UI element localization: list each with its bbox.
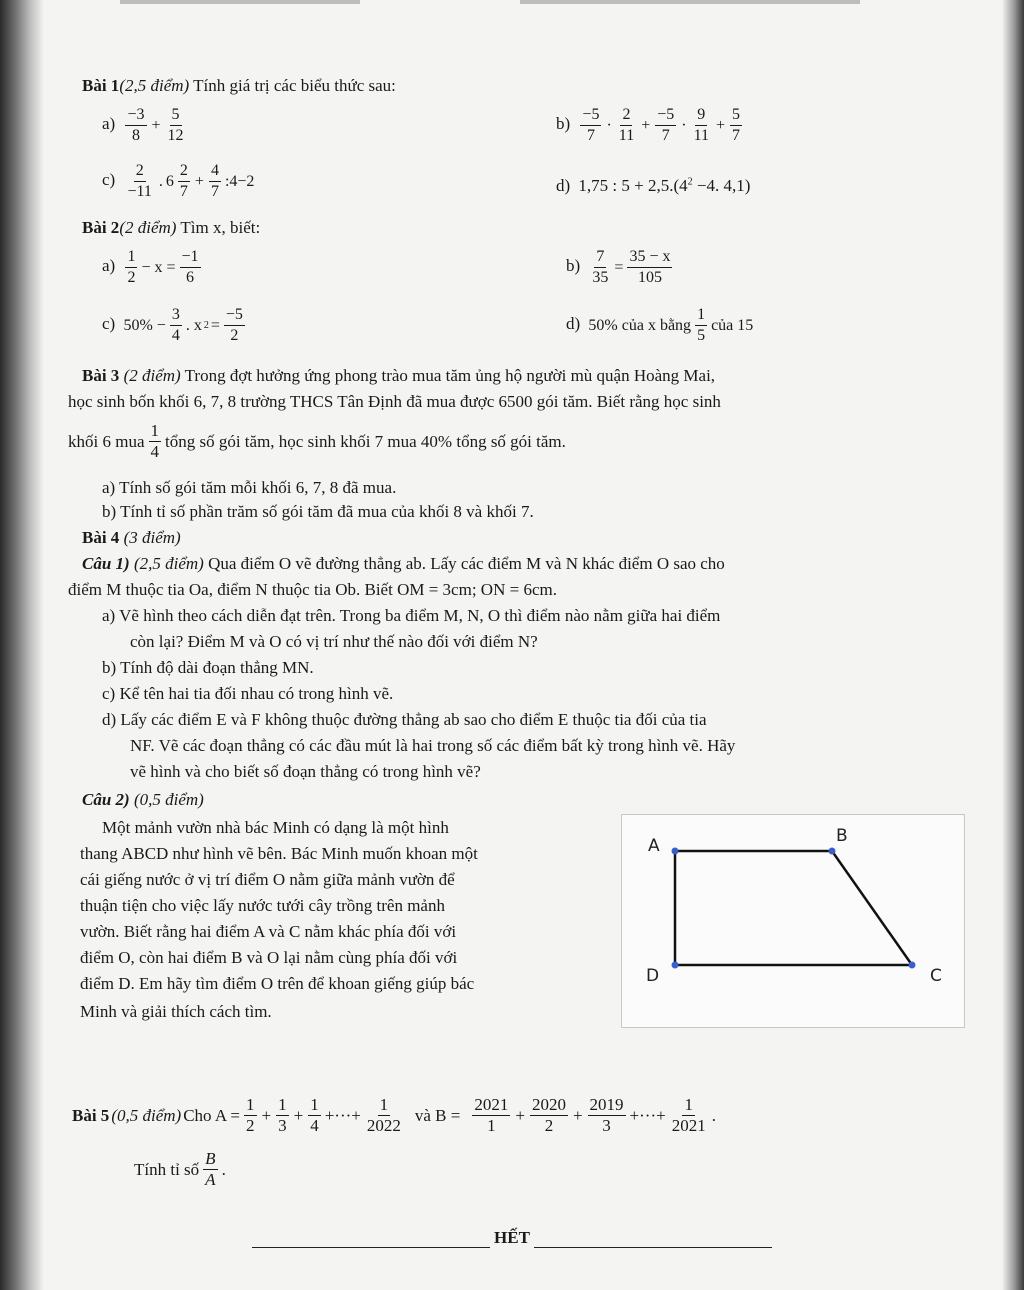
photo-frame-left <box>0 0 44 1290</box>
trapezoid-svg <box>622 815 964 1027</box>
b4-c2-heading: Câu 2) (0,5 điểm) <box>82 790 204 809</box>
end-marker: HẾT <box>0 1228 1024 1248</box>
b4-c2-l8: Minh và giải thích cách tìm. <box>80 1002 272 1021</box>
b4-c2-l3: cái giếng nước ở vị trí điểm O nằm giữa mảnh vườn để <box>80 870 455 889</box>
b3-qa: a) Tính số gói tăm mỗi khối 6, 7, 8 đã mua. <box>102 478 397 497</box>
b1-b: b) $\frac{-5}{7}$ · $\frac{2}{11}$ + $\frac{-5}{7}$ · $\frac{9}{11}$ + $\frac{5}{7}$ <box>556 106 741 144</box>
b4-qd3: vẽ hình và cho biết số đoạn thẳng có trong hình vẽ? <box>130 762 481 781</box>
b4-heading: Bài 4 (3 điểm) <box>82 528 181 547</box>
trapezoid-shape <box>675 851 912 965</box>
trapezoid-figure <box>621 814 965 1028</box>
label-c: C <box>930 966 942 986</box>
b4-c1-line2: điểm M thuộc tia Oa, điểm N thuộc tia Ob. Biết OM = 3cm; ON = 6cm. <box>68 580 557 599</box>
b3-line2: học sinh bốn khối 6, 7, 8 trường THCS Tân Định đã mua được 6500 gói tăm. Biết rằng học sinh <box>68 392 721 411</box>
b5-tinh: Tính tỉ số $\frac{B}{A}$ . <box>134 1149 226 1189</box>
b2-c: c) 50% − $\frac{3}{4}$ . x 2 = $\frac{-5}{2}$ <box>102 306 243 344</box>
b4-qc: c) Kể tên hai tia đối nhau có trong hình vẽ. <box>102 684 394 703</box>
b4-c2-l6: điểm O, còn hai điểm B và O lại nằm cùng phía đối với <box>80 948 458 967</box>
point-b <box>829 848 836 855</box>
b1-heading: Bài 1(2,5 điểm) Tính giá trị các biểu thức sau: <box>82 76 396 95</box>
b3-line3: khối 6 mua $\frac{1}{4}$ tổng số gói tăm, học sinh khối 7 mua 40% tổng số gói tăm. <box>68 421 566 461</box>
point-c <box>909 962 916 969</box>
b3-line1: Bài 3 (2 điểm) Trong đợt hưởng ứng phong trào mua tăm ủng hộ người mù quận Hoàng Mai, <box>82 366 716 385</box>
point-a <box>672 848 679 855</box>
label-a: A <box>648 836 660 856</box>
label-b: B <box>836 826 848 846</box>
b3-qb: b) Tính tỉ số phần trăm số gói tăm đã mua của khối 8 và khối 7. <box>102 502 534 521</box>
b4-qa2: còn lại? Điểm M và O có vị trí như thế nào đối với điểm N? <box>130 632 538 651</box>
b1-a: a) $\frac{-3}{8}$ + $\frac{5}{12}$ <box>102 106 184 144</box>
b4-qd1: d) Lấy các điểm E và F không thuộc đường thẳng ab sao cho điểm E thuộc tia đối của tia <box>102 710 707 729</box>
b1-c: c) $\frac{2}{-11}$ . 6 $\frac{2}{7}$ + $\frac{4}{7}$ :4−2 <box>102 162 255 200</box>
b2-heading: Bài 2(2 điểm) Tìm x, biết: <box>82 218 261 237</box>
cut-off-header <box>0 0 1024 14</box>
photo-frame-right <box>1002 0 1024 1290</box>
b4-c2-l2: thang ABCD như hình vẽ bên. Bác Minh muốn khoan một <box>80 844 478 863</box>
b4-qd2: NF. Vẽ các đoạn thẳng có các đầu mút là hai trong số các điểm bất kỳ trong hình vẽ. Hãy <box>130 736 736 755</box>
b4-qb: b) Tính độ dài đoạn thẳng MN. <box>102 658 314 677</box>
point-d <box>672 962 679 969</box>
b4-c2-l5: vườn. Biết rằng hai điểm A và C nằm khác phía đối với <box>80 922 457 941</box>
b2-a: a) $\frac{1}{2}$ − x = $\frac{-1}{6}$ <box>102 248 199 286</box>
b4-c2-l1: Một mảnh vườn nhà bác Minh có dạng là một hình <box>102 818 449 837</box>
b4-c1-line1: Câu 1) (2,5 điểm) Qua điểm O vẽ đường thẳng ab. Lấy các điểm M và N khác điểm O sao cho <box>82 554 725 573</box>
b4-qa1: a) Vẽ hình theo cách diễn đạt trên. Trong ba điểm M, N, O thì điểm nào nằm giữa hai điểm <box>102 606 721 625</box>
b4-c2-l4: thuận tiện cho việc lấy nước tưới cây trồng trên mảnh <box>80 896 445 915</box>
label-d: D <box>646 966 660 986</box>
b2-b: b) $\frac{7}{35}$ = $\frac{35 - x}{105}$ <box>566 248 671 286</box>
b5-line: Bài 5 (0,5 điểm) Cho A = $\frac{1}{2}$ + $\frac{1}{3}$ + $\frac{1}{4}$ +···+ $\frac{1}{2022}$ và B = $\frac{2021}{1}$ + $\frac{2020}{2}$ + $\frac{2019}{3}$ +···+ $\frac{1}{2021}$ . <box>72 1095 716 1135</box>
b1-d: d) 1,75 : $5 + 2,5.(4^2 -4$. 4,1) <box>556 176 751 195</box>
b4-c2-l7: điểm D. Em hãy tìm điểm O trên để khoan giếng giúp bác <box>80 974 475 993</box>
b2-d: d) 50% của x bằng $\frac{1}{5}$ của 15 <box>566 306 754 344</box>
